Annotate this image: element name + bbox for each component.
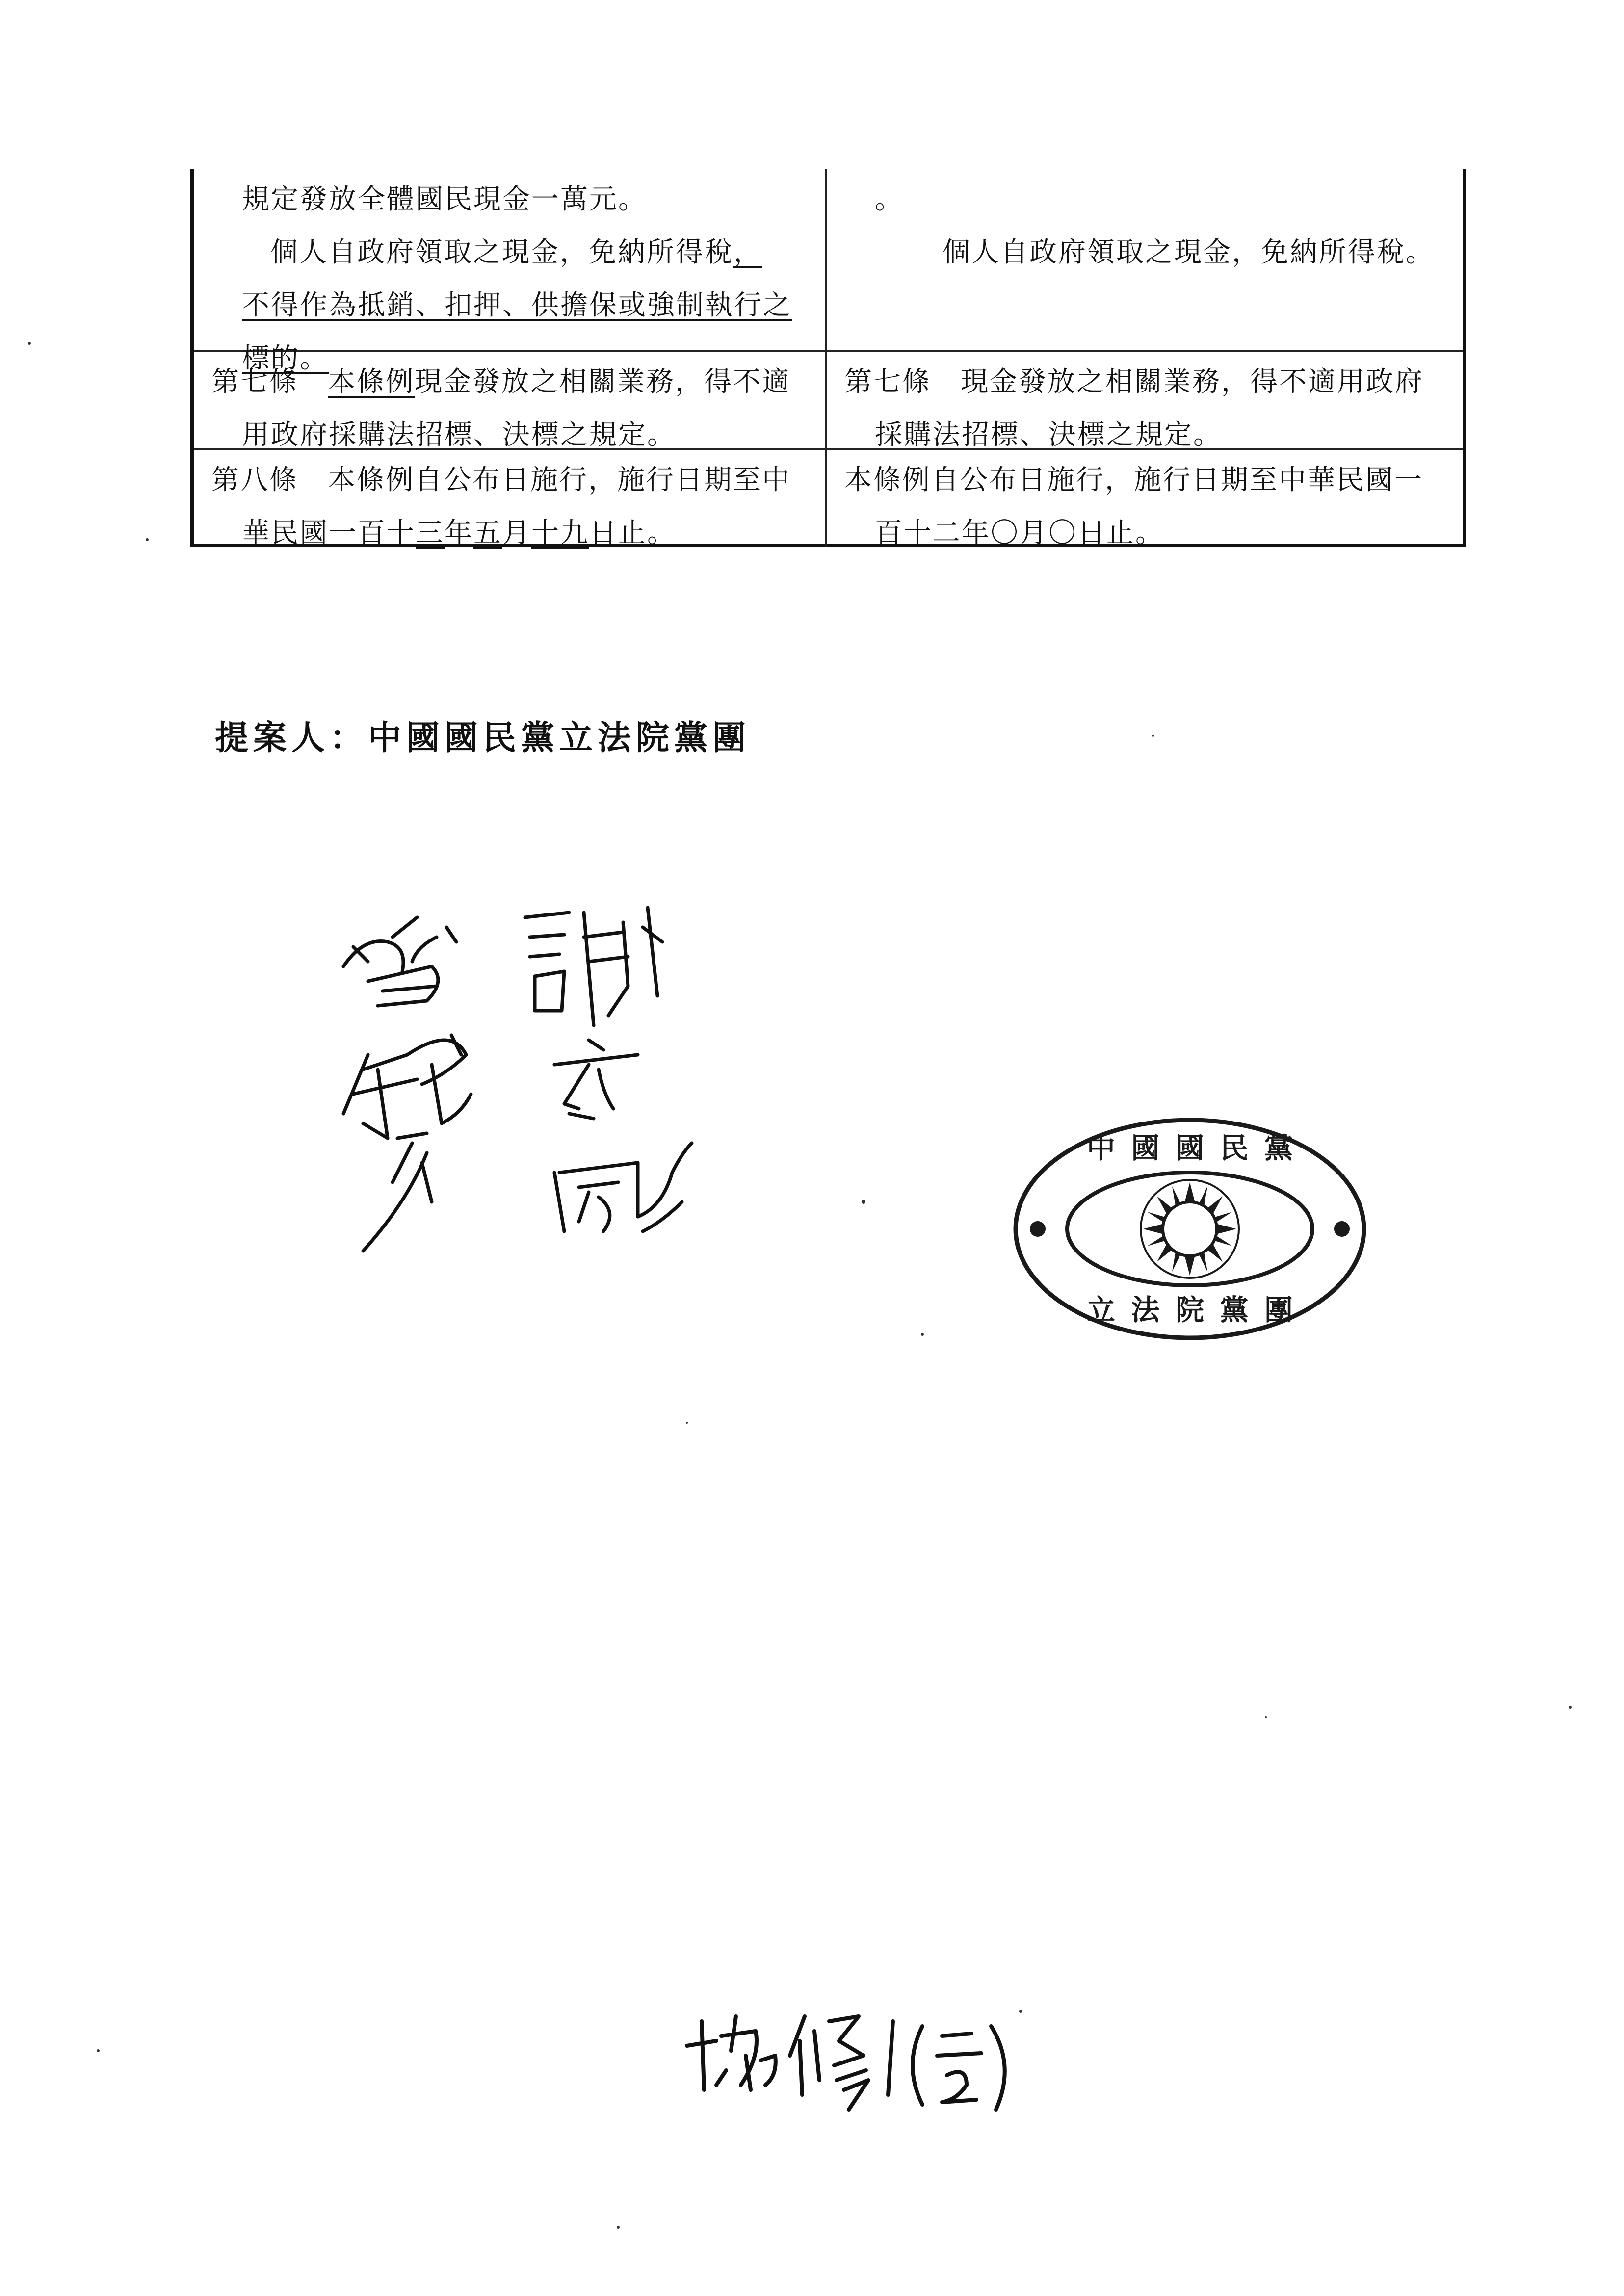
proposer-line: 提案人：中國國民黨立法院黨團 (215, 718, 751, 757)
cell-text: 個人自政府領取之現金，免納所得稅 (270, 236, 733, 268)
amended-text: 三 (416, 517, 445, 549)
seal-bottom-text: 立法院黨團 (1087, 1293, 1293, 1327)
cell-text-line: 用政府採購法招標、決標之規定。 (242, 419, 676, 451)
cell-text: 現金發放之相關業務，得不適用政府 (961, 366, 1424, 398)
cell-text-line: 規定發放全體國民現金一萬元。 (242, 183, 647, 215)
cell-text: 現金發放之相關業務，得不適 (415, 366, 791, 398)
amended-text: 本條例 (328, 366, 415, 398)
cell-text: 華民國一百十 (242, 517, 416, 549)
amended-text: 五 (473, 517, 502, 549)
amended-text: 不得作為抵銷、扣押、供擔保或強制執行之 (242, 289, 792, 321)
amended-text: 標的。 (242, 342, 329, 374)
article-number: 第七條 (844, 366, 931, 398)
cell-text-line: 百十二年〇月〇日止。 (875, 517, 1164, 549)
cell-text: 日止。 (589, 517, 676, 549)
cell-text: 本條例自公布日施行，施行日期至中 (328, 464, 791, 496)
amended-text: 十九 (531, 517, 589, 549)
cell-text-line: 本條例自公布日施行，施行日期至中華民國一 (844, 464, 1423, 496)
cell-text-line: 個人自政府領取之現金，免納所得稅。 (943, 236, 1435, 268)
article-number: 第八條 (211, 464, 298, 496)
cell-text-line: 採購法招標、決標之規定。 (875, 419, 1222, 451)
amended-text: ， (733, 236, 762, 268)
cell-text: 年 (445, 517, 473, 549)
article-number: 第七條 (211, 366, 298, 398)
seal-top-text: 中國國民黨 (1087, 1131, 1293, 1165)
cell-text: 月 (502, 517, 531, 549)
cell-text-line: 。 (875, 183, 904, 215)
